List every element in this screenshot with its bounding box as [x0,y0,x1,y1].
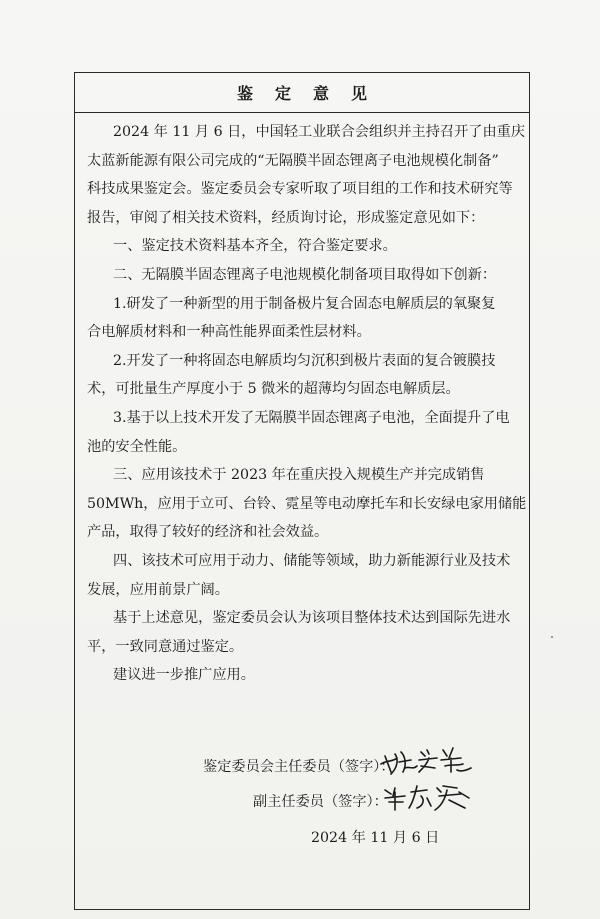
innovation-1 [87,290,517,347]
document-title: 鉴定意见 [236,84,389,103]
text-line: 二、无隔膜半固态锂离子电池规模化制备项目取得如下创新： [113,266,497,283]
appraisal-table [74,72,530,910]
text-line: 池的安全性能。 [87,438,187,455]
text-line: 基于上述意见，鉴定委员会认为该项目整体技术达到国际先进水 [113,610,511,627]
intro-paragraph [87,118,526,232]
opinion-1 [87,232,517,261]
innovation-3 [87,404,517,461]
innovation-2 [87,347,517,404]
opinion-4 [87,547,517,604]
conclusion [87,604,517,661]
text-line: 3.基于以上技术开发了无隔膜半固态锂离子电池，全面提升了电 [113,409,510,426]
chair-handwritten-signature [377,742,477,778]
text-line: 四、该技术可应用于动力、储能等领域，助力新能源行业及技术 [113,552,511,569]
vice-chair-handwritten-signature [381,778,473,812]
text-line: 报告，审阅了相关技术资料，经质询讨论，形成鉴定意见如下： [87,209,485,226]
text-line: 一、鉴定技术资料基本齐全，符合鉴定要求。 [113,238,397,255]
text-line: 科技成果鉴定会。鉴定委员会专家听取了项目组的工作和技术研究等 [87,181,513,198]
text-line: 2024 年 11 月 6 日，中国轻工业联合会组织并主持召开了由重庆 [113,124,526,140]
recommendation [87,661,517,690]
text-line: 平，一致同意通过鉴定。 [87,638,244,655]
text-line: 太蓝新能源有限公司完成的“无隔膜半固态锂离子电池规模化制备” [87,152,499,169]
text-line: 2.开发了一种将固态电解质均匀沉积到极片表面的复合镀膜技 [113,352,496,369]
text-line: 三、应用该技术于 2023 年在重庆投入规模生产并完成销售 [113,467,485,484]
scan-speck [551,636,553,638]
text-line: 50MWh，应用于立可、台铃、霓星等电动摩托车和长安绿电家用储能 [87,495,527,512]
opinion-3 [87,461,527,547]
text-line: 产品，取得了较好的经济和社会效益。 [87,524,329,541]
opinion-2 [87,261,517,290]
text-line: 术，可批量生产厚度小于 5 微米的超薄均匀固态电解质层。 [87,381,460,398]
chair-signature-label: 鉴定委员会主任委员（签字）： [203,759,395,775]
opinion-body [87,118,527,690]
signature-date: 2024 年 11 月 6 日 [311,830,440,846]
title-row [75,73,529,113]
text-line: 1.研发了一种新型的用于制备极片复合固态电解质层的氧聚复 [113,295,496,312]
text-line: 建议进一步推广应用。 [113,667,255,684]
text-line: 发展，应用前景广阔。 [87,581,229,598]
text-line: 合电解质材料和一种高性能界面柔性层材料。 [87,324,371,341]
signature-block [75,756,529,866]
vice-chair-signature-label: 副主任委员（签字）： [253,794,388,810]
